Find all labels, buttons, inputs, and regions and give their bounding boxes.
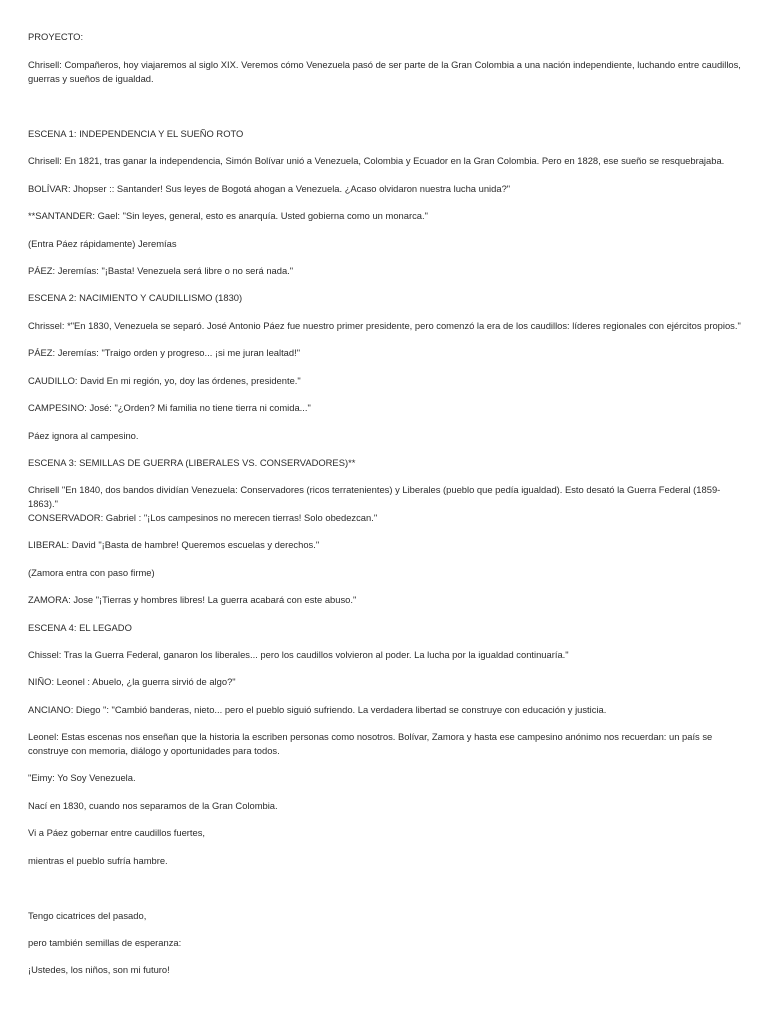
intro-paragraph: Chrisell: Compañeros, hoy viajaremos al siglo XIX. Veremos cómo Venezuela pasó de ser parte de la Gran Colombia a una nación independiente, luchando entre caudillos, guerras y sueños de igualdad. [28,59,741,84]
dialogue-line: ANCIANO: Diego ": "Cambió banderas, nieto... pero el pueblo siguió sufriendo. La verdadera libertad se construye con educación y justicia. [28,704,607,715]
poem-line: Nací en 1830, cuando nos separamos de la Gran Colombia. [28,800,278,811]
scene-2-heading: ESCENA 2: NACIMIENTO Y CAUDILLISMO (1830) [28,292,243,303]
dialogue-line: CONSERVADOR: Gabriel : "¡Los campesinos no merecen tierras! Solo obedezcan." [28,512,378,523]
scene-1-heading: ESCENA 1: INDEPENDENCIA Y EL SUEÑO ROTO [28,128,244,139]
scene-3-heading: ESCENA 3: SEMILLAS DE GUERRA (LIBERALES VS. CONSERVADORES)** [28,457,356,468]
dialogue-line: Chrissel: *"En 1830, Venezuela se separó. José Antonio Páez fue nuestro primer presidente, pero comenzó la era de los caudillos: líderes regionales con ejércitos propios." [28,320,741,331]
dialogue-line: BOLÍVAR: Jhopser :: Santander! Sus leyes de Bogotá ahogan a Venezuela. ¿Acaso olvidaron nuestra lucha unida?" [28,183,511,194]
stage-direction: Páez ignora al campesino. [28,430,139,441]
poem-line: Tengo cicatrices del pasado, [28,910,147,921]
poem-line: mientras el pueblo sufría hambre. [28,855,168,866]
dialogue-line: Chissel: Tras la Guerra Federal, ganaron los liberales... pero los caudillos volvieron al poder. La lucha por la igualdad continuaría." [28,649,569,660]
poem-line: Vi a Páez gobernar entre caudillos fuertes, [28,827,206,838]
dialogue-line: PÁEZ: Jeremías: "¡Basta! Venezuela será libre o no será nada." [28,265,294,276]
dialogue-line: LIBERAL: David "¡Basta de hambre! Queremos escuelas y derechos." [28,539,320,550]
dialogue-line: CAUDILLO: David En mi región, yo, doy las órdenes, presidente." [28,375,301,386]
poem-line: ¡Ustedes, los niños, son mi futuro! [28,964,170,975]
closing-paragraph: Leonel: Estas escenas nos enseñan que la historia la escriben personas como nosotros. Bolívar, Zamora y hasta ese campesino anónimo nos recuerdan: un país se construye con memoria, diálogo y oportunidades para todos. [28,731,713,756]
poem-title: "Eimy: Yo Soy Venezuela. [28,772,136,783]
scene-4-heading: ESCENA 4: EL LEGADO [28,622,132,633]
dialogue-line: ZAMORA: Jose "¡Tierras y hombres libres! La guerra acabará con este abuso." [28,594,357,605]
dialogue-line: Chrisell "En 1840, dos bandos dividían Venezuela: Conservadores (ricos terratenientes) y Liberales (pueblo que pedía igualdad). Esto desató la Guerra Federal (1859-1863)." [28,484,721,509]
dialogue-line: NIÑO: Leonel : Abuelo, ¿la guerra sirvió de algo?" [28,676,236,687]
stage-direction: (Entra Páez rápidamente) Jeremías [28,238,177,249]
poem-line: pero también semillas de esperanza: [28,937,182,948]
dialogue-line: CAMPESINO: José: "¿Orden? Mi familia no tiene tierra ni comida..." [28,402,311,413]
stage-direction: (Zamora entra con paso firme) [28,567,155,578]
dialogue-line: Chrisell: En 1821, tras ganar la independencia, Simón Bolívar unió a Venezuela, Colombia y Ecuador en la Gran Colombia. Pero en 1828, ese sueño se resquebrajaba. [28,155,725,166]
project-heading: PROYECTO: [28,31,84,42]
dialogue-line: PÁEZ: Jeremías: "Traigo orden y progreso... ¡si me juran lealtad!" [28,347,301,358]
dialogue-line: **SANTANDER: Gael: "Sin leyes, general, esto es anarquía. Usted gobierna como un monarca." [28,210,428,221]
